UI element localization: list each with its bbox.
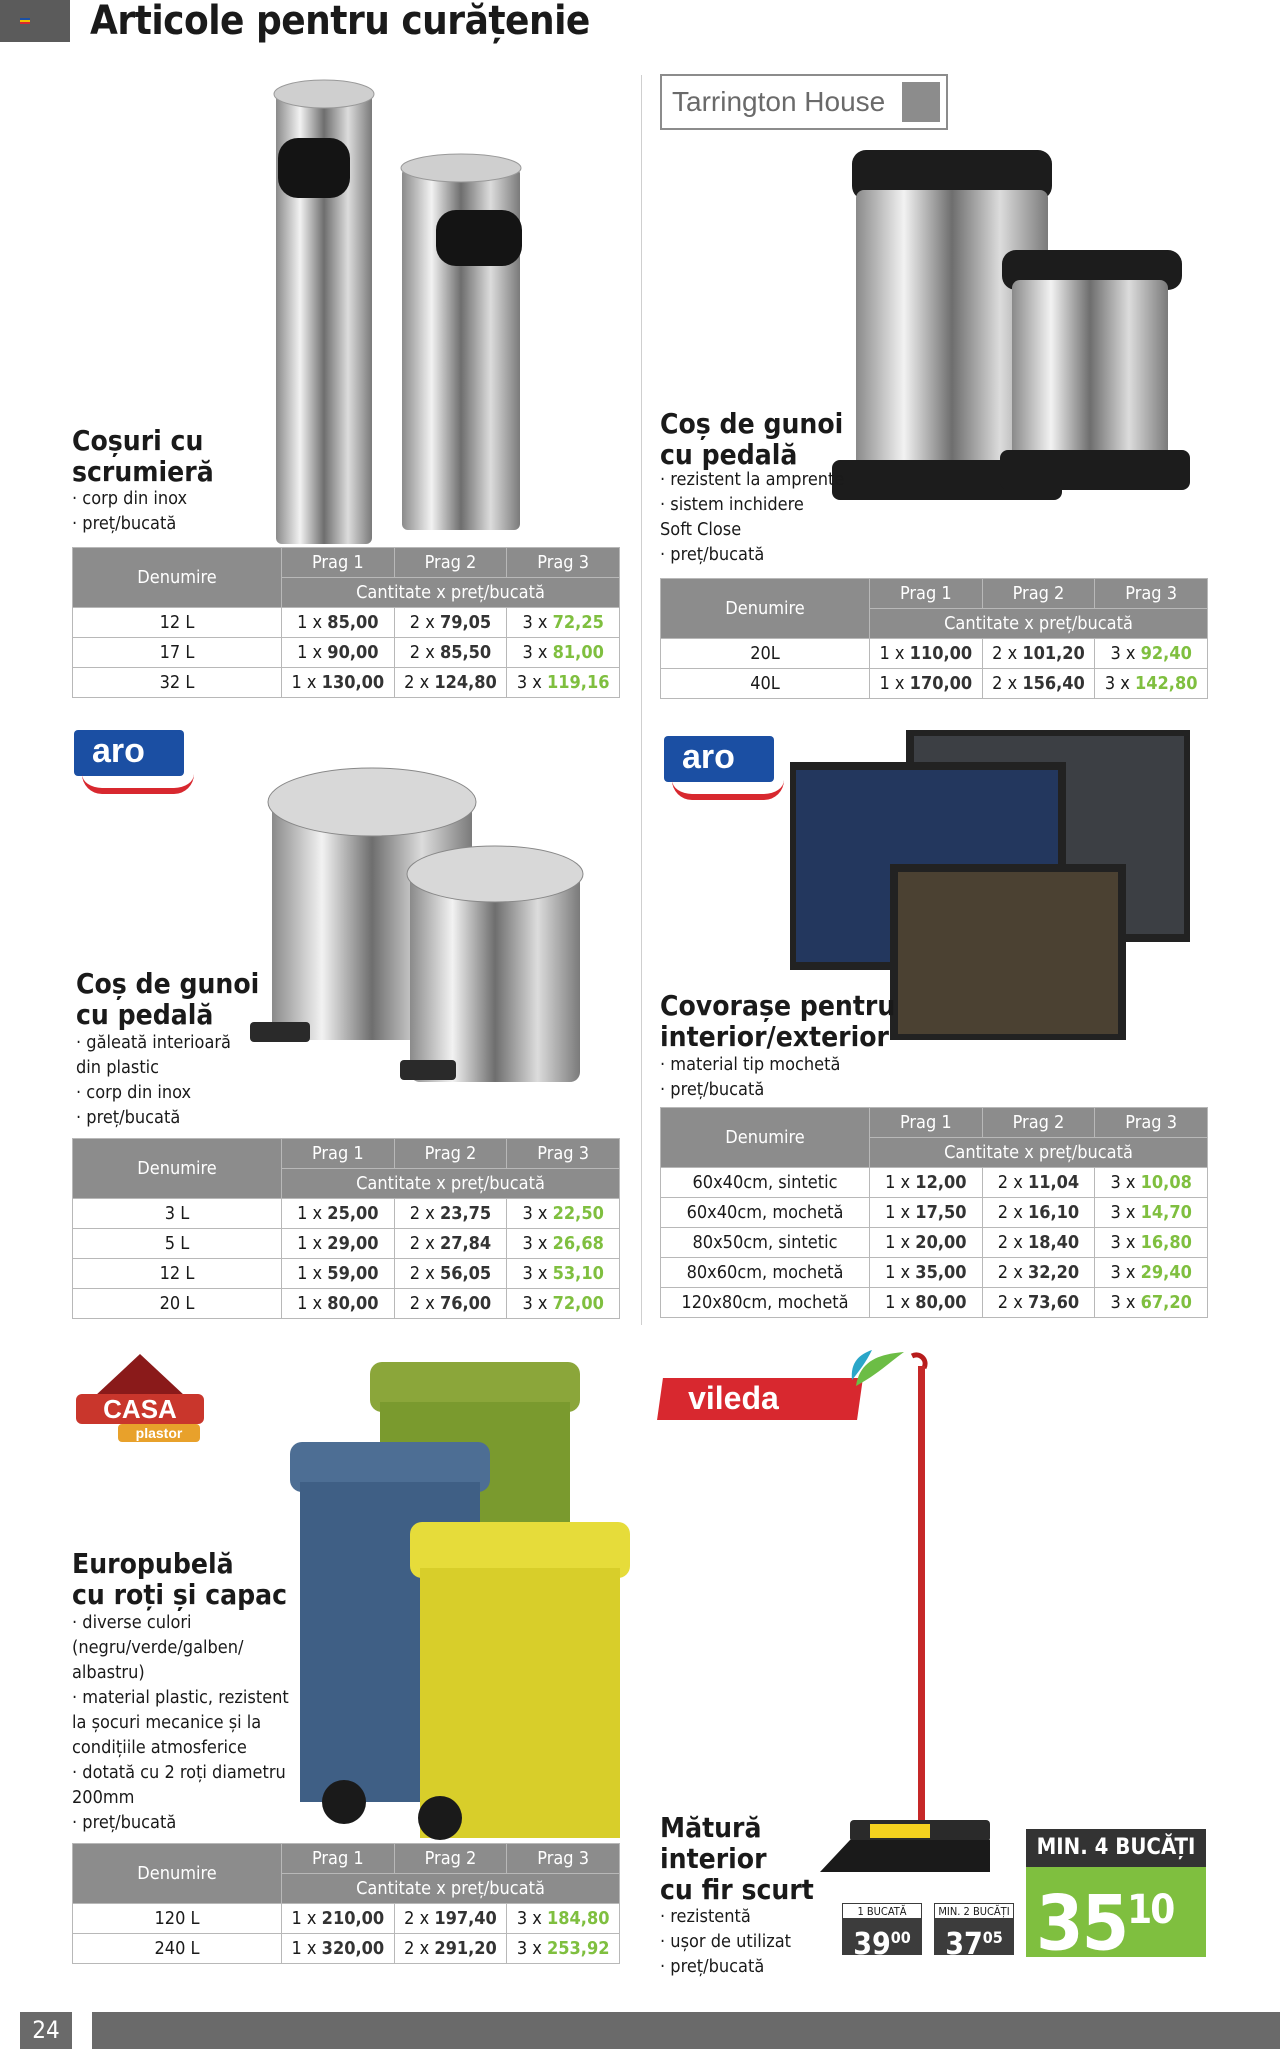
table-row: 17 L 1 x 90,00 2 x 85,50 3 x 81,00 (73, 638, 620, 668)
product-description: · diverse culori (negru/verde/galben/ albastru) · material plastic, rezistent la șocuri mecanice și la condițiile atmosferice · dotată cu 2 roți diametru 200mm · preț/bucată (72, 1612, 289, 1833)
product-bullets: · corp din inox · preț/bucată (72, 486, 187, 536)
plastor-logo-text: plastor (135, 1425, 183, 1441)
price-table: Denumire Prag 1 Prag 2 Prag 3 Cantitate x preț/bucată 60x40cm, sintetic 1 x 12,00 2 x 11,04 3 x 10,08 60x40cm, mochetă 1 x 17,50 2 x 16,10 3 x 14,70 80x50cm, sintetic 1 x 20,00 2 x 18,40 3 x 16,80 80x60cm, mochetă 1 x 35,00 2 x 32,20 3 x 29,40 120x80cm, mochetă 1 x 80,00 2 x 73,60 3 x 67,20 (660, 1107, 1208, 1318)
table-row: 3 L 1 x 25,00 2 x 23,75 3 x 22,50 (73, 1199, 620, 1229)
table-row: 5 L 1 x 29,00 2 x 27,84 3 x 26,68 (73, 1229, 620, 1259)
aro-logo: aro (664, 736, 782, 798)
price-badge-1-piece: 1 BUCATĂ $39^{00}$ (842, 1903, 922, 1955)
table-row: 40L 1 x 170,00 2 x 156,40 3 x 142,80 (661, 669, 1208, 699)
product-bullets: · material tip mochetă · preț/bucată (660, 1052, 840, 1102)
table-row: 12 L 1 x 59,00 2 x 56,05 3 x 53,10 (73, 1259, 620, 1289)
price-table: Denumire Prag 1 Prag 2 Prag 3 Cantitate x preț/bucată 20L 1 x 110,00 2 x 101,20 3 x 92,40 40L 1 x 170,00 2 x 156,40 3 x 142,80 (660, 578, 1208, 699)
flag-icon (20, 18, 30, 24)
table-row: 60x40cm, sintetic 1 x 12,00 2 x 11,04 3 x 10,08 (661, 1168, 1208, 1198)
casa-plastor-logo (70, 1350, 210, 1446)
pedal-bin-image (822, 130, 1202, 510)
table-row: 20L 1 x 110,00 2 x 101,20 3 x 92,40 (661, 639, 1208, 669)
table-row: 80x50cm, sintetic 1 x 20,00 2 x 18,40 3 x 16,80 (661, 1228, 1208, 1258)
product-title: Coș de gunoi cu pedală (660, 407, 844, 471)
wheelie-bins-image (280, 1362, 650, 1842)
price-table: Denumire Prag 1 Prag 2 Prag 3 Cantitate x preț/bucată 12 L 1 x 85,00 2 x 79,05 3 x 72,25 17 L 1 x 90,00 2 x 85,50 3 x 81,00 32 L 1 x 130,00 2 x 124,80 3 x 119,16 (72, 547, 620, 698)
price-badge-main: MIN. 4 BUCĂȚI $35^{10}$ (1026, 1829, 1206, 1957)
page-number: 24 (20, 2012, 72, 2049)
product-title: Coș de gunoi cu pedală (76, 967, 260, 1031)
aro-logo: aro (74, 730, 192, 792)
footer-bar (92, 2012, 1280, 2049)
table-row: 20 L 1 x 80,00 2 x 76,00 3 x 72,00 (73, 1289, 620, 1319)
house-icon (902, 82, 940, 122)
product-title: Europubelă cu roți și capac (72, 1547, 288, 1611)
product-title: Mătură interior cu fir scurt (660, 1811, 814, 1906)
page-title: Articole pentru curățenie (90, 0, 590, 44)
casa-logo-text: CASA (103, 1394, 177, 1424)
column-divider (641, 75, 642, 1325)
product-title: Coșuri cu scrumieră (72, 424, 214, 488)
price-table: Denumire Prag 1 Prag 2 Prag 3 Cantitate x preț/bucată 120 L 1 x 210,00 2 x 197,40 3 x 184,80 240 L 1 x 320,00 2 x 291,20 3 x 253,92 (72, 1843, 620, 1964)
tarrington-house-logo: Tarrington House (660, 74, 948, 130)
table-row: 32 L 1 x 130,00 2 x 124,80 3 x 119,16 (73, 668, 620, 698)
table-row: 120 L 1 x 210,00 2 x 197,40 3 x 184,80 (73, 1904, 620, 1934)
product-bullets: · rezistentă · ușor de utilizat · preț/bucată (660, 1904, 791, 1979)
table-row: 80x60cm, mochetă 1 x 35,00 2 x 32,20 3 x 29,40 (661, 1258, 1208, 1288)
product-bullets: · găleată interioară din plastic · corp din inox · preț/bucată (76, 1030, 231, 1130)
price-badge-2-pieces: MIN. 2 BUCĂȚI $37^{05}$ (934, 1903, 1014, 1955)
vileda-logo: vileda (657, 1378, 863, 1420)
broom-image (820, 1352, 990, 1872)
ashtray-bin-small-image (396, 150, 536, 530)
table-row: 12 L 1 x 85,00 2 x 79,05 3 x 72,25 (73, 608, 620, 638)
product-title: Covorașe pentru interior/exterior (660, 989, 896, 1053)
header-badge (0, 0, 70, 42)
price-table: Denumire Prag 1 Prag 2 Prag 3 Cantitate x preț/bucată 3 L 1 x 25,00 2 x 23,75 3 x 22,50 5 L 1 x 29,00 2 x 27,84 3 x 26,68 12 L 1 x 59,00 2 x 56,05 3 x 53,10 20 L 1 x 80,00 2 x 76,00 3 x 72,00 (72, 1138, 620, 1319)
table-row: 240 L 1 x 320,00 2 x 291,20 3 x 253,92 (73, 1934, 620, 1964)
product-bullets: · rezistent la amprente · sistem inchidere Soft Close · preț/bucată (660, 467, 844, 567)
pedal-bins-inox-image (250, 760, 610, 1100)
table-row: 120x80cm, mochetă 1 x 80,00 2 x 73,60 3 x 67,20 (661, 1288, 1208, 1318)
table-row: 60x40cm, mochetă 1 x 17,50 2 x 16,10 3 x 14,70 (661, 1198, 1208, 1228)
